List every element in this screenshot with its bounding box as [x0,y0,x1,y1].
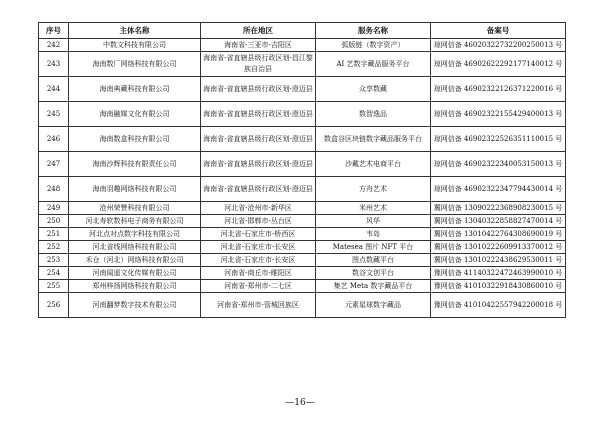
cell-no: 248 [39,177,69,202]
table-row [39,254,566,267]
cell-record: 琼网信备 46902622292177140012 号 [431,52,566,77]
cell-entity: 河南翻梦数字技术有限公司 [69,293,201,318]
table-row [39,267,566,280]
cell-region: 河南省-郑州市-管城回族区 [201,293,316,318]
table-row [39,102,566,127]
cell-no: 245 [39,102,69,127]
header-service: 服务名称 [316,23,431,39]
cell-entity: 沧州荣赞科技有限公司 [69,202,201,215]
cell-region: 河南省-商丘市-睢阳区 [201,267,316,280]
cell-region: 海南省-省直辖县级行政区划-昌江黎族自治县 [201,52,316,77]
cell-service: 众享数藏 [316,77,431,102]
cell-record: 冀网信备 13090222368908230015 号 [431,202,566,215]
table-row [39,241,566,254]
table-row [39,293,566,318]
cell-entity: 河北点对点数字科技有限公司 [69,228,201,241]
cell-record: 琼网信备 46020322732200250013 号 [431,39,566,52]
cell-record: 豫网信备 41010422557942200018 号 [431,293,566,318]
cell-service: 集艺 Meta 数字藏品平台 [316,280,431,293]
cell-record: 冀网信备 13010222438629530011 号 [431,254,566,267]
table-row [39,127,566,152]
cell-region: 河北省-邯郸市-丛台区 [201,215,316,228]
cell-no: 250 [39,215,69,228]
cell-region: 河南省-郑州市-二七区 [201,280,316,293]
cell-service: 数谷文创平台 [316,267,431,280]
page-number: —16— [285,398,315,408]
cell-no: 256 [39,293,69,318]
cell-entity: 河北寿软数科电子商务有限公司 [69,215,201,228]
cell-entity: 海南羽趣网络科技有限公司 [69,177,201,202]
cell-region: 海南省-省直辖县级行政区划-澄迈县 [201,152,316,177]
cell-no: 249 [39,202,69,215]
cell-entity: 禾仓（河北）网络科技有限公司 [69,254,201,267]
cell-service: 元素星球数字藏品 [316,293,431,318]
cell-no: 243 [39,52,69,77]
cell-record: 冀网信备 13010222609913370012 号 [431,241,566,254]
table-header-row [39,23,566,39]
cell-service: 风华 [316,215,431,228]
cell-service: 数智逸品 [316,102,431,127]
cell-no: 247 [39,152,69,177]
table-row [39,177,566,202]
cell-no: 252 [39,241,69,254]
cell-service: 米州艺术 [316,202,431,215]
table-row [39,152,566,177]
cell-service: 沙戴艺术电商平台 [316,152,431,177]
cell-service: 图点数藏平台 [316,254,431,267]
cell-service: 韦岛 [316,228,431,241]
cell-service: Matesea 图片 NFT 平台 [316,241,431,254]
cell-region: 海南省-三亚市-吉阳区 [201,39,316,52]
cell-no: 253 [39,254,69,267]
cell-service: 数盒谷区块链数字藏品服务平台 [316,127,431,152]
cell-record: 豫网信备 41140322472463990010 号 [431,267,566,280]
header-record: 备案号 [431,23,566,39]
cell-region: 河北省-沧州市-新华区 [201,202,316,215]
cell-region: 河北省-石家庄市-桥西区 [201,228,316,241]
cell-region: 河北省-石家庄市-长安区 [201,254,316,267]
cell-no: 251 [39,228,69,241]
header-entity: 主体名称 [69,23,201,39]
cell-record: 琼网信备 46902322526351110015 号 [431,127,566,152]
cell-entity: 海南沙辉科技有限责任公司 [69,152,201,177]
cell-service: 方舟艺术 [316,177,431,202]
cell-no: 255 [39,280,69,293]
header-region: 所在地区 [201,23,316,39]
cell-entity: 郑州梓扬网络科技有限公司 [69,280,201,293]
cell-record: 豫网信备 41010322918430860010 号 [431,280,566,293]
cell-entity: 河北省线网络科技有限公司 [69,241,201,254]
cell-no: 246 [39,127,69,152]
cell-region: 海南省-省直辖县级行政区划-澄迈县 [201,102,316,127]
registry-table [38,22,566,318]
table-row [39,202,566,215]
table-row [39,39,566,52]
cell-record: 冀网信备 13010422764308690019 号 [431,228,566,241]
cell-record: 琼网信备 46902322347794430014 号 [431,177,566,202]
cell-entity: 海南融媒文化有限公司 [69,102,201,127]
table-row [39,77,566,102]
table-row [39,228,566,241]
cell-entity: 河南闻遥文化传媒有限公司 [69,267,201,280]
table-row [39,280,566,293]
cell-record: 冀网信备 13040322858827470014 号 [431,215,566,228]
header-no: 序号 [39,23,69,39]
cell-record: 琼网信备 46902322126371220016 号 [431,77,566,102]
cell-no: 242 [39,39,69,52]
cell-entity: 中数文科技有限公司 [69,39,201,52]
table-row [39,52,566,77]
cell-entity: 海南数厂网络科技有限公司 [69,52,201,77]
cell-no: 254 [39,267,69,280]
cell-service: AI 艺数字藏品服务平台 [316,52,431,77]
cell-region: 海南省-省直辖县级行政区划-澄迈县 [201,177,316,202]
cell-region: 海南省-省直辖县级行政区划-澄迈县 [201,127,316,152]
table-row [39,215,566,228]
cell-no: 244 [39,77,69,102]
cell-region: 海南省-省直辖县级行政区划-澄迈县 [201,77,316,102]
cell-service: 弧版链（数字资产） [316,39,431,52]
cell-entity: 海南数盒科技有限公司 [69,127,201,152]
cell-record: 琼网信备 46902322155429400013 号 [431,102,566,127]
cell-entity: 海南典藏科技有限公司 [69,77,201,102]
cell-region: 河北省-石家庄市-长安区 [201,241,316,254]
cell-record: 琼网信备 46902322340053150013 号 [431,152,566,177]
